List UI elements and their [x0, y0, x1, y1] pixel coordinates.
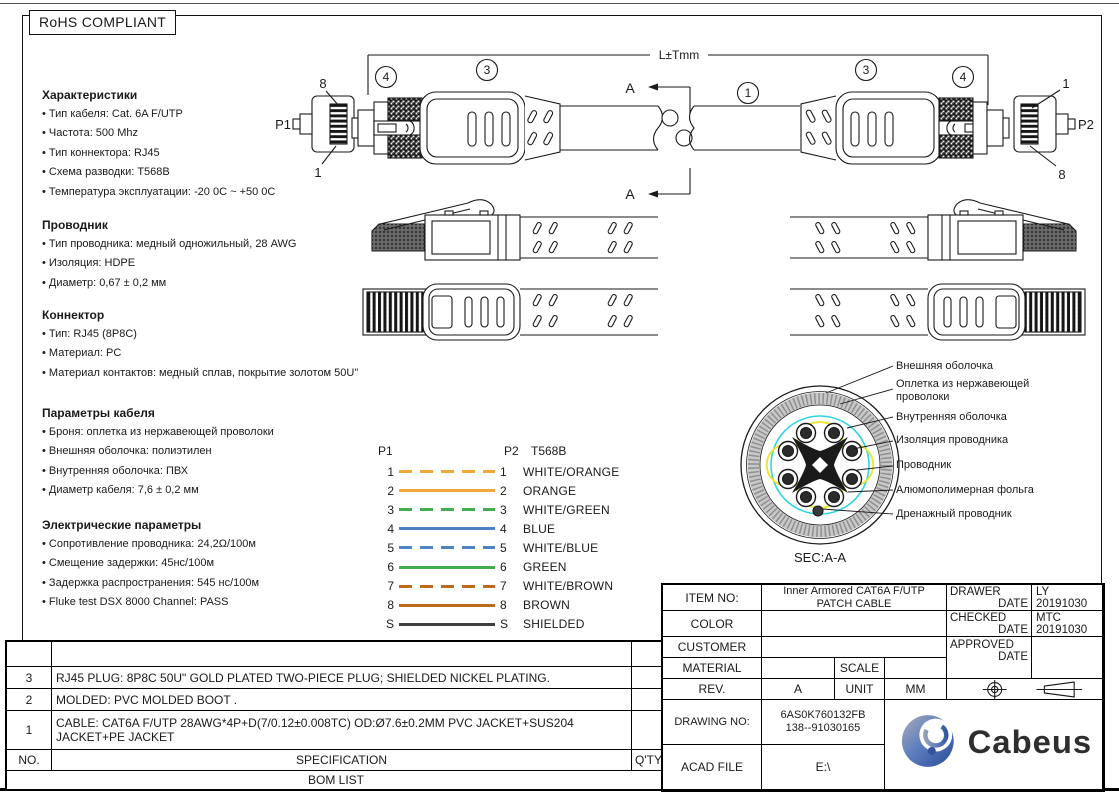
- cable-break: [560, 106, 800, 150]
- scale-value: [885, 658, 947, 679]
- color-label: COLOR: [663, 611, 762, 637]
- section-title: Электрические параметры: [42, 518, 202, 532]
- wire-line: [399, 585, 495, 588]
- drawing-no-label: DRAWING NO:: [663, 700, 762, 745]
- rohs-compliant-badge: RoHS COMPLIANT: [29, 10, 176, 35]
- wire-row: 5 5 WHITE/BLUE: [387, 540, 599, 555]
- wiring-scheme-label: T568B: [531, 444, 567, 458]
- wire-line: [399, 470, 495, 473]
- unit-label: UNIT: [835, 679, 885, 700]
- drawer-value-cell: LY 20191030: [1032, 585, 1103, 611]
- customer-label: CUSTOMER: [663, 637, 762, 658]
- approved-label-cell: APPROVED DATE: [947, 637, 1032, 679]
- spec-item: • Материал контактов: медный сплав, покрытие золотом 50U": [42, 364, 372, 383]
- svg-text:P1: P1: [275, 117, 291, 132]
- label-foil: Алюмополимерная фольга: [896, 484, 1034, 496]
- wire-line: [399, 508, 495, 511]
- brand-name: Cabeus: [967, 722, 1093, 760]
- spec-item: • Fluke test DSX 8000 Channel: PASS: [42, 593, 372, 612]
- spec-item: • Изоляция: HDPE: [42, 254, 372, 273]
- svg-text:L±Tmm: L±Tmm: [658, 48, 700, 62]
- item-no-label: ITEM NO:: [663, 585, 762, 611]
- drawing-no-value: 6AS0K760132FB 138--91030165: [762, 700, 885, 745]
- svg-text:8: 8: [319, 76, 327, 91]
- svg-text:A: A: [625, 80, 635, 96]
- label-drain-wire: Дренажный проводник: [896, 508, 1012, 520]
- plug-side-and-top-views: [363, 200, 658, 340]
- spec-item: • Внутренняя оболочка: ПВХ: [42, 462, 372, 481]
- spec-section-cable-params: [42, 406, 372, 501]
- section-caption: SEC:A-A: [793, 550, 847, 565]
- spec-item: • Смещение задержки: 45нс/100м: [42, 554, 372, 573]
- title-block: [663, 585, 1103, 790]
- svg-text:1: 1: [1062, 76, 1070, 91]
- wiring-p2-header: P2: [504, 444, 519, 458]
- label-conductor-insulation: Изоляция проводника: [896, 434, 1009, 446]
- svg-text:1: 1: [314, 165, 322, 180]
- p1-connector-face: [275, 76, 354, 180]
- wiring-diagram: [370, 444, 670, 634]
- projection-cone-icon: [1036, 682, 1082, 697]
- drain-wire: [813, 506, 823, 516]
- section-title: Параметры кабеля: [42, 406, 155, 420]
- spec-item: • Схема разводки: T568B: [42, 163, 372, 182]
- wire-line: [399, 604, 495, 607]
- section-title: Характеристики: [42, 88, 138, 102]
- spec-item: • Материал: PC: [42, 344, 372, 363]
- approved-value-cell: [1032, 637, 1103, 679]
- bom-row-2: 2 MOLDED: PVC MOLDED BOOT .: [7, 689, 665, 711]
- bom-row-3: 3 RJ45 PLUG: 8P8C 50U" GOLD PLATED TWO-PIECE PLUG; SHIELDED NICKEL PLATING.: [7, 667, 665, 689]
- checked-label-cell: CHECKED DATE: [947, 611, 1032, 637]
- spec-item: • Внешняя оболочка: полиэтилен: [42, 442, 372, 461]
- scale-label: SCALE: [835, 658, 885, 679]
- wire-row: 2 2 ORANGE: [387, 483, 577, 498]
- svg-text:4: 4: [382, 70, 390, 84]
- spec-item: • Частота: 500 Mhz: [42, 124, 372, 143]
- color-value: [762, 611, 947, 637]
- p2-connector-face: [1014, 76, 1094, 182]
- svg-text:8: 8: [1058, 167, 1066, 182]
- svg-text:1: 1: [744, 86, 752, 100]
- label-steel-braid: Оплетка из нержавеющей проволоки: [896, 378, 1030, 403]
- wire-row: 7 7 WHITE/BROWN: [387, 579, 614, 594]
- left-plug-overmold: [352, 92, 560, 164]
- wire-line: [399, 489, 495, 492]
- wire-line: [399, 623, 495, 626]
- cabeus-ball-icon: [902, 715, 954, 767]
- wire-line: [399, 546, 495, 549]
- acad-file-value: E:\: [762, 745, 885, 790]
- spec-item: • Сопротивление проводника: 24,2Ω/100м: [42, 535, 372, 554]
- spec-item: • Тип проводника: медный одножильный, 28 AWG: [42, 235, 372, 254]
- spec-item: • Тип коннектора: RJ45: [42, 144, 372, 163]
- wire-row: 8 8 BROWN: [387, 598, 570, 613]
- projection-symbols: [947, 679, 1103, 700]
- bom-table: [5, 640, 667, 791]
- spec-section-conductor: [42, 218, 372, 293]
- plug-detail-views: [340, 192, 1110, 352]
- item-no-value: Inner Armored CAT6A F/UTP PATCH CABLE: [762, 585, 947, 611]
- target-symbol-icon: [983, 680, 1007, 699]
- svg-text:3: 3: [862, 63, 870, 77]
- svg-text:4: 4: [959, 70, 967, 84]
- material-label: MATERIAL: [663, 658, 762, 679]
- brand-logo-cell: [885, 700, 1103, 790]
- customer-value: [762, 637, 947, 658]
- spec-section-connector: [42, 308, 372, 383]
- spec-section-electrical: [42, 518, 372, 613]
- material-value: [762, 658, 835, 679]
- wire-row: 4 4 BLUE: [387, 521, 556, 536]
- wire-row: 3 3 WHITE/GREEN: [387, 502, 610, 517]
- spec-item: • Тип: RJ45 (8P8C): [42, 325, 372, 344]
- wire-line: [399, 566, 495, 569]
- cabeus-logo: [885, 700, 1102, 790]
- spec-item: • Температура эксплуатации: -20 0C ~ +50 0C: [42, 183, 372, 202]
- svg-text:A: A: [625, 186, 635, 202]
- rev-value: A: [762, 679, 835, 700]
- spec-item: • Диаметр кабеля: 7,6 ± 0,2 мм: [42, 481, 372, 500]
- spec-item: • Тип кабеля: Cat. 6A F/UTP: [42, 105, 372, 124]
- section-title: Проводник: [42, 218, 108, 232]
- wire-row: S S SHIELDED: [385, 617, 585, 632]
- checked-value-cell: MTC 20191030: [1032, 611, 1103, 637]
- wiring-p1-header: P1: [378, 444, 393, 458]
- spec-item: • Диаметр: 0,67 ± 0,2 мм: [42, 274, 372, 293]
- unit-value: MM: [885, 679, 947, 700]
- right-plug-overmold: [801, 92, 1009, 164]
- top-rule: [0, 3, 1119, 4]
- wire-row: 6 6 GREEN: [387, 560, 567, 575]
- bom-caption: BOM LIST: [307, 773, 364, 787]
- label-conductor: Проводник: [896, 459, 952, 471]
- spec-item: • Задержка распространения: 545 нс/100м: [42, 574, 372, 593]
- cable-assembly-drawing: [275, 45, 1105, 210]
- bom-empty-row: [7, 642, 665, 667]
- wire-line: [399, 527, 495, 530]
- bom-row-1: 1 CABLE: CAT6A F/UTP 28AWG*4P+D(7/0.12±0.008TC) OD:Ø7.6±0.2MM PVC JACKET+SUS204 JACKET+PE JACKET: [7, 711, 665, 750]
- acad-file-label: ACAD FILE: [663, 745, 762, 790]
- spec-item: • Броня: оплетка из нержавеющей проволоки: [42, 423, 372, 442]
- bom-footer-row: NO. SPECIFICATION Q'TY: [7, 750, 665, 771]
- svg-text:P2: P2: [1078, 117, 1094, 132]
- drawer-label-cell: DRAWER DATE: [947, 585, 1032, 611]
- svg-text:3: 3: [483, 63, 491, 77]
- label-inner-jacket: Внутренняя оболочка: [896, 411, 1007, 423]
- wire-row: 1 1 WHITE/ORANGE: [387, 464, 620, 479]
- label-outer-jacket: Внешняя оболочка: [896, 360, 994, 372]
- section-title: Коннектор: [42, 308, 105, 322]
- rev-label: REV.: [663, 679, 762, 700]
